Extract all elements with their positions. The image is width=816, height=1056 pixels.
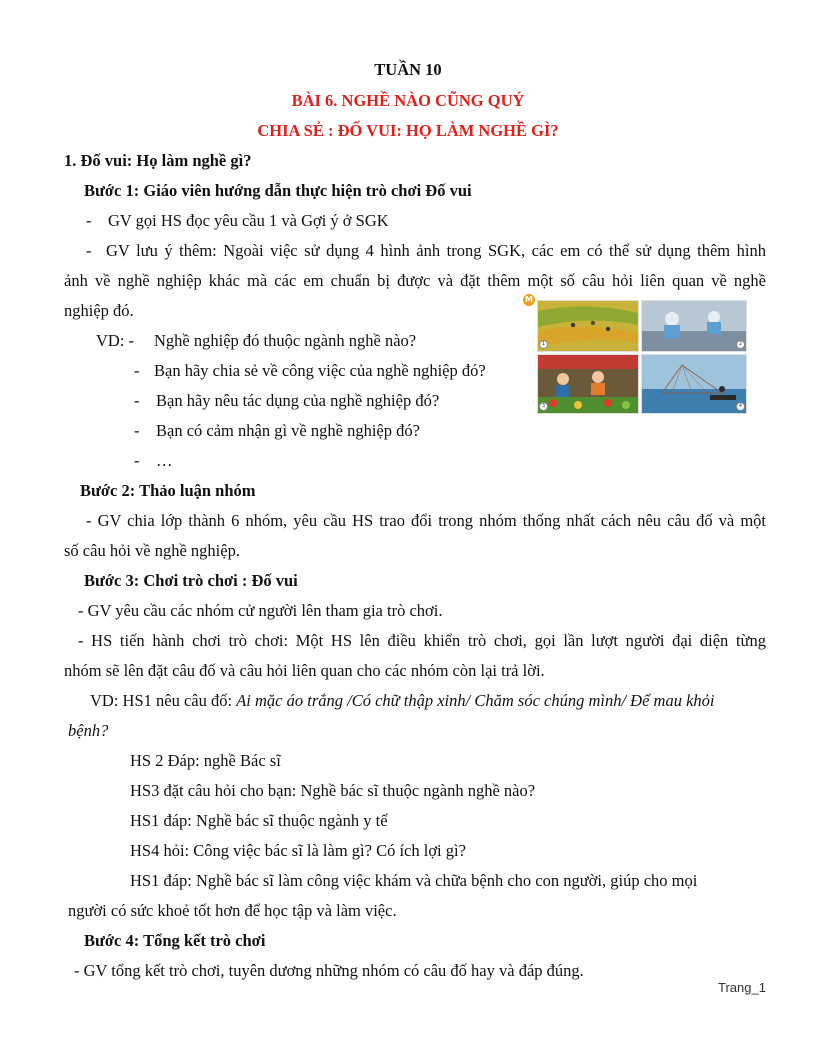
photo-number: 2 bbox=[736, 340, 745, 349]
page-number: Trang_1 bbox=[718, 980, 766, 995]
share-title: CHIA SẺ : ĐỐ VUI: HỌ LÀM NGHỀ GÌ? bbox=[257, 121, 559, 140]
dialog-line: HS4 hỏi: Công việc bác sĩ là làm gì? Có ích lợi gì? bbox=[130, 841, 466, 860]
dialog-line: HS1 đáp: Nghề bác sĩ làm công việc khám và chữa bệnh cho con người, giúp cho mọi bbox=[130, 871, 698, 890]
dialog-continued: người có sức khoẻ tốt hơn để học tập và làm việc. bbox=[68, 901, 397, 920]
step3-line1: - GV yêu cầu các nhóm cử người lên tham gia trò chơi. bbox=[78, 601, 443, 620]
step1-item2-line3: nghiệp đó. bbox=[64, 301, 134, 320]
photo-number: 3 bbox=[539, 402, 548, 411]
step4-line1: - GV tổng kết trò chơi, tuyên dương những nhóm có câu đố hay và đáp đúng. bbox=[74, 961, 584, 980]
riddle-continued bbox=[68, 721, 108, 741]
question-dash: - bbox=[134, 421, 140, 440]
step1-item1: GV gọi HS đọc yêu cầu 1 và Gợi ý ở SGK bbox=[108, 211, 389, 230]
figure-badge: M bbox=[523, 294, 535, 306]
question-item: Bạn hãy chia sẻ về công việc của nghề nghiệp đó? bbox=[154, 361, 486, 380]
question-dash: - bbox=[134, 391, 140, 410]
step4-title: Bước 4: Tổng kết trò chơi bbox=[84, 931, 266, 950]
vd-label: VD: - bbox=[96, 331, 135, 350]
photo-market bbox=[537, 354, 639, 414]
dialog-line: HS 2 Đáp: nghề Bác sĩ bbox=[130, 751, 281, 770]
riddle-example bbox=[90, 691, 715, 711]
riddle-text: Ai mặc áo trắng /Có chữ thập xinh/ Chăm sóc chúng mình/ Để mau khỏi bbox=[236, 691, 715, 710]
riddle-text-end: bệnh? bbox=[68, 721, 109, 740]
question-item: Nghề nghiệp đó thuộc ngành nghề nào? bbox=[154, 331, 417, 350]
step3-line2: - HS tiến hành chơi trò chơi: Một HS lên điều khiển trò chơi, gọi lần lượt người đại diện từng bbox=[78, 631, 766, 650]
step1-item2-line1: GV lưu ý thêm: Ngoài việc sử dụng 4 hình ảnh trong SGK, các em có thể sử dụng thêm hình bbox=[106, 241, 766, 260]
photo-number: 1 bbox=[539, 340, 548, 349]
photo-fishing bbox=[641, 354, 747, 414]
step2-line2: số câu hỏi về nghề nghiệp. bbox=[64, 541, 240, 560]
week-title: TUẦN 10 bbox=[374, 60, 442, 79]
lesson-title: BÀI 6. NGHỀ NÀO CŨNG QUÝ bbox=[291, 91, 525, 110]
question-item: Bạn có cảm nhận gì về nghề nghiệp đó? bbox=[156, 421, 420, 440]
photo-number: 4 bbox=[736, 402, 745, 411]
step1-dash: - bbox=[86, 241, 92, 260]
photo-factory bbox=[641, 300, 747, 352]
step2-title: Bước 2: Thảo luận nhóm bbox=[80, 481, 256, 500]
step1-title: Bước 1: Giáo viên hướng dẫn thực hiện trò chơi Đố vui bbox=[84, 181, 472, 200]
question-item: Bạn hãy nêu tác dụng của nghề nghiệp đó? bbox=[156, 391, 440, 410]
dialog-line: HS1 đáp: Nghề bác sĩ thuộc ngành y tế bbox=[130, 811, 388, 830]
question-item: … bbox=[156, 451, 173, 470]
step1-dash: - bbox=[86, 211, 92, 230]
question-dash: - bbox=[134, 451, 140, 470]
occupation-photos bbox=[523, 294, 748, 416]
step2-line1: - GV chia lớp thành 6 nhóm, yêu cầu HS trao đổi trong nhóm thống nhất cách nêu câu đố và một bbox=[86, 511, 766, 530]
question-dash: - bbox=[134, 361, 140, 380]
step1-item2-line2: ảnh về nghề nghiệp khác mà các em chuẩn bị được và đặt thêm một số câu hỏi liên quan về nghề bbox=[64, 271, 766, 290]
dialog-line: HS3 đặt câu hỏi cho bạn: Nghề bác sĩ thuộc ngành nghề nào? bbox=[130, 781, 536, 800]
step3-line3: nhóm sẽ lên đặt câu đố và câu hỏi liên quan cho các nhóm còn lại trả lời. bbox=[64, 661, 545, 680]
photo-rice-field bbox=[537, 300, 639, 352]
riddle-prefix: VD: HS1 nêu câu đố: bbox=[90, 691, 237, 710]
step3-title: Bước 3: Chơi trò chơi : Đố vui bbox=[84, 571, 298, 590]
section-title: 1. Đố vui: Họ làm nghề gì? bbox=[64, 151, 252, 170]
